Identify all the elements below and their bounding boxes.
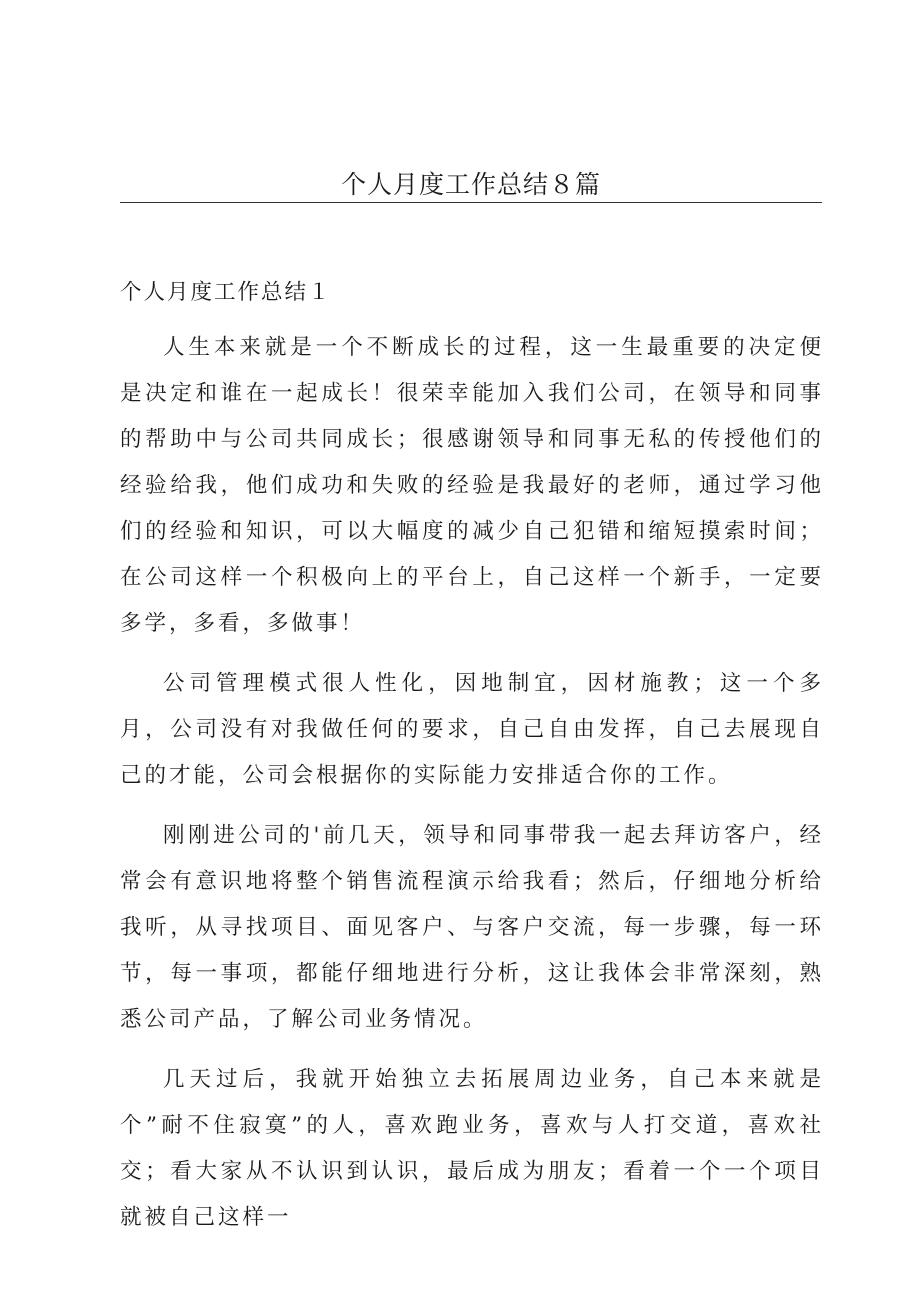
section-heading: 个人月度工作总结１: [120, 280, 332, 305]
body-text: [120, 325, 824, 1255]
paragraph: 人生本来就是一个不断成长的过程，这一生最重要的决定便是决定和谁在一起成长！很荣幸能加入我们公司，在领导和同事的帮助中与公司共同成长；很感谢领导和同事无私的传授他们的经验给我，他们成功和失败的经验是我最好的老师，通过学习他们的经验和知识，可以大幅度的减少自己犯错和缩短摸索时间；在公司这样一个积极向上的平台上，自己这样一个新手，一定要多学，多看，多做事！: [120, 335, 824, 636]
title-underline: [120, 202, 822, 203]
paragraph: 几天过后，我就开始独立去拓展周边业务，自己本来就是个”耐不住寂寞”的人，喜欢跑业务，喜欢与人打交道，喜欢社交；看大家从不认识到认识，最后成为朋友；看着一个一个项目就被自己这样一: [120, 1067, 824, 1230]
paragraph: 公司管理模式很人性化，因地制宜，因材施教；这一个多月，公司没有对我做任何的要求，自己自由发挥，自己去展现自己的才能，公司会根据你的实际能力安排适合你的工作。: [120, 671, 824, 788]
paragraph: 刚刚进公司的'前几天，领导和同事带我一起去拜访客户，经常会有意识地将整个销售流程演示给我看；然后，仔细地分析给我听，从寻找项目、面见客户、与客户交流，每一步骤，每一环节，每一事项，都能仔细地进行分析，这让我体会非常深刻，熟悉公司产品，了解公司业务情况。: [120, 823, 824, 1032]
document-title: 个人月度工作总结８篇: [340, 170, 601, 199]
